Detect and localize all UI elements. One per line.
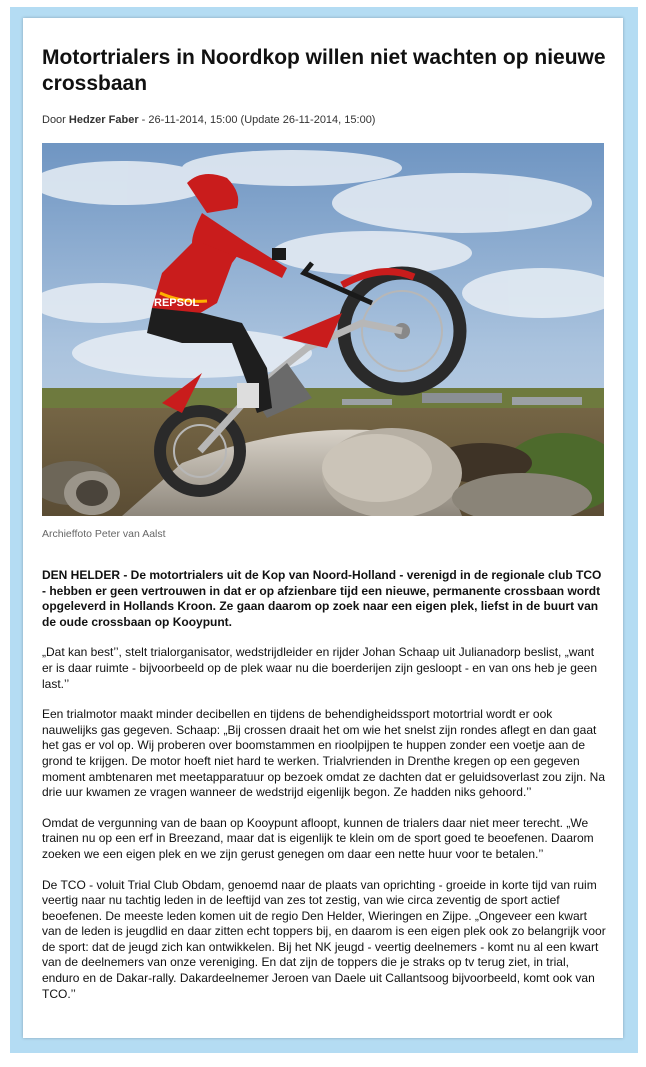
article-paragraph: De TCO - voluit Trial Club Obdam, genoemd naar de plaats van oprichting - groeide in korte tijd van ruim veertig naar nu tachtig leden in de leeftijd van zes tot zestig, van wie circa zeventig de sport actief beoefenen. De meeste leden komen uit de regio Den Helder, Wieringen en Zijpe. „Ongeveer een kwart van de leden is jeugdlid en daar zitten echt toppers bij, en daarom is een eigen plek ook zo belangrijk voor de sport: dat de jeugd zich kan ontwikkelen. Bij het NK jeugd - veertig deelnemers - komt nu al een kwart van de deelnemers van onze vereniging. En dat zijn de toppers die je straks op tv terug ziet, in trial, enduro en de Dakar-rally. Dakardeelnemer Jeroen van Daele uit Callantsoog bijvoorbeeld, komt ook van TCO.’’ [42, 877, 606, 1001]
byline-prefix: Door [42, 114, 69, 126]
author-name: Hedzer Faber [68, 114, 139, 126]
byline [42, 113, 612, 127]
article-paragraph: Een trialmotor maakt minder decibellen en tijdens de behendigheidssport motortrial wordt er ook nauwelijks gas gegeven. Schaap: „Bij crossen draait het om wie het snelst zijn rondes aflegt en dan gaat het gas er vol op. Wij proberen over boomstammen en rioolpijpen te huppen zonder een voetje aan de grond te krijgen. De motor hoeft niet hard te werken. Trialvrienden in Drenthe kregen op een gegeven moment ambtenaren met meetapparatuur op bezoek omdat ze dachten dat er geluidsoverlast zou zijn. Na drie uur kwamen ze vragen wanneer de wedstrijd eigenlijk begon. Ze hadden niks gehoord.’’ [42, 707, 605, 800]
page-frame [10, 7, 638, 1053]
article-card [23, 18, 623, 1038]
photo-caption: Archieffoto Peter van Aalst [42, 528, 166, 540]
article-lead: DEN HELDER - De motortrialers uit de Kop van Noord-Holland - verenigd in de regionale club TCO - hebben er geen vertrouwen in dat er op afzienbare tijd een nieuwe, permanente crossbaan wordt opgeleverd in Hollands Kroon. Ze gaan daarom op zoek naar een eigen plek, liefst in de buurt van de oude crossbaan op Kooypunt. [42, 568, 602, 629]
article-body [42, 568, 608, 1017]
article-paragraph: Omdat de vergunning van de baan op Kooypunt afloopt, kunnen de trialers daar niet meer terecht. „We trainen nu op een erf in Breezand, maar dat is eigenlijk te klein om de sport goed te beoefenen. Daarom zoeken we een eigen plek en we zijn gerust genegen om daar een nette huur voor te betalen.’’ [42, 815, 594, 861]
byline-date: - 26-11-2014, 15:00 (Update 26-11-2014, 15:00) [138, 114, 376, 126]
trial-rider-photo [42, 143, 604, 516]
article-photo [42, 143, 604, 516]
article-title: Motortrialers in Noordkop willen niet wachten op nieuwe crossbaan [42, 46, 606, 95]
article-paragraph: „Dat kan best’’, stelt trialorganisator, wedstrijdleider en rijder Johan Schaap uit Julianadorp beslist, „want er is daar ruimte - bijvoorbeeld op de plek waar nu die boerderijen zijn gesloopt - en van ons heb je geen last.’’ [42, 645, 598, 691]
jersey-lettering: REPSOL [154, 297, 200, 309]
